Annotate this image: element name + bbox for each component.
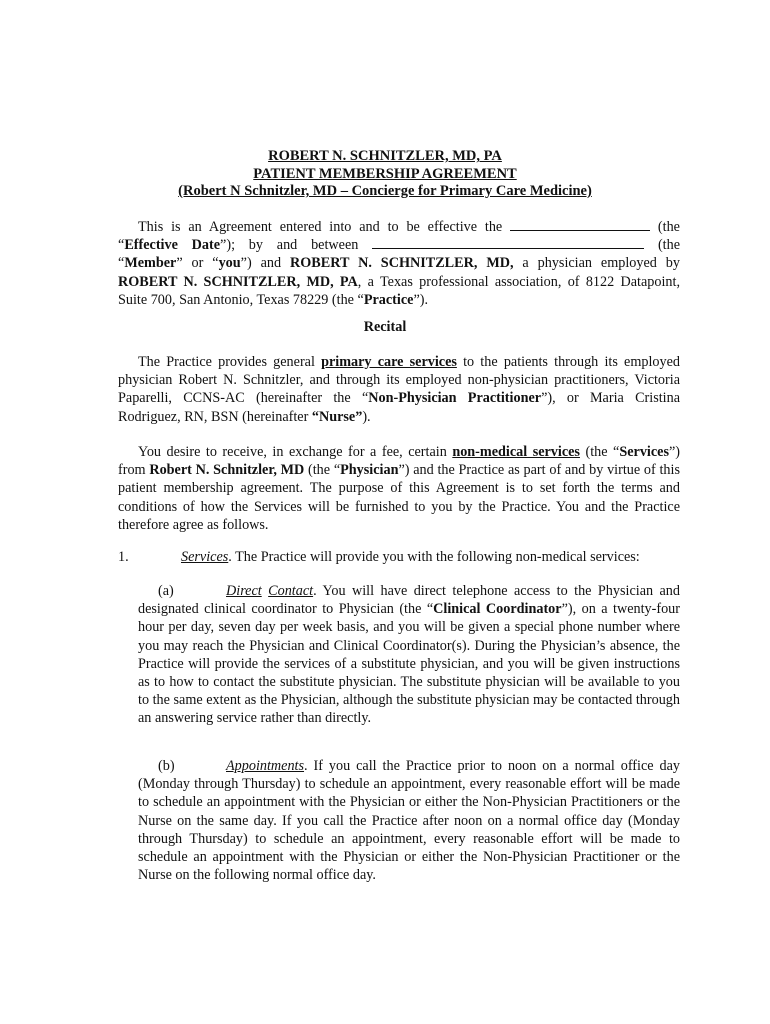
recital-paragraph-2: You desire to receive, in exchange for a fee, certain non-medical services (the “Services”) from Robert N. Schnitzler, MD (the “Physician”) and the Practice as part of and by virtue of this patient membership agreement. The purpose of this Agreement is to set forth the terms and conditions of how the Services will be furnished to you by the Practice. You and the Practice therefore agree as follows. <box>118 444 680 533</box>
agreement-title: PATIENT MEMBERSHIP AGREEMENT <box>253 165 517 182</box>
item-a-direct-contact: (a) Direct Contact. You will have direct telephone access to the Physician and designated clinical coordinator to Physician (the “Clinical Coordinator”), on a twenty-four hour per day, seven day per week basis, and you will be given a special phone number where you may reach the Physician and Clinical Coordinator(s). During the Physician’s absence, the Practice will provide the services of a substitute physician, and you will be given instructions as to how to contact the substitute physician. The substitute physician will be available to you to the same extent as the Physician, although the substitute physician may be contacted through an answering service rather than directly. <box>138 583 680 727</box>
effective-date-blank <box>510 218 650 231</box>
agreement-subtitle: (Robert N Schnitzler, MD – Concierge for Primary Care Medicine) <box>178 183 592 199</box>
section-1-title: Services <box>181 549 229 565</box>
practice-name: ROBERT N. SCHNITZLER, MD, PA <box>268 148 502 164</box>
recital-heading: Recital <box>363 319 407 335</box>
section-1-heading: 1. Services. The Practice will provide you with the following non-medical services: <box>118 549 640 565</box>
document-header <box>0 148 770 201</box>
member-name-blank <box>372 236 644 249</box>
item-b-appointments: (b) Appointments. If you call the Practice prior to noon on a normal office day (Monday through Thursday) to schedule an appointment, every reasonable effort will be made to schedule an appointment with the Physician or either the Non-Physician Practitioners or the Nurse on the same day. If you call the Practice after noon on a normal office day (Monday through Thursday) to schedule an appointment, every reasonable effort will be made to schedule an appointment with the Physician or either the Non-Physician Practitioner or the Nurse on the following normal office day. <box>138 758 680 884</box>
recital-paragraph-1: The Practice provides general primary care services to the patients through its employed physician Robert N. Schnitzler, and through its employed non-physician practitioners, Victoria Paparelli, CCNS-AC (hereinafter the “Non-Physician Practitioner”), or Maria Cristina Rodriguez, RN, BSN (hereinafter “Nurse”). <box>118 354 680 425</box>
intro-paragraph: This is an Agreement entered into and to be effective the (the “Effective Date”); by and between (the “Member” or “you”) and ROBERT N. SCHNITZLER, MD, a physician employed by ROBERT N. SCHNITZLER, MD, PA, a Texas professional association, of 8122 Datapoint, Suite 700, San Antonio, Texas 78229 (the “Practice”). <box>118 219 681 308</box>
